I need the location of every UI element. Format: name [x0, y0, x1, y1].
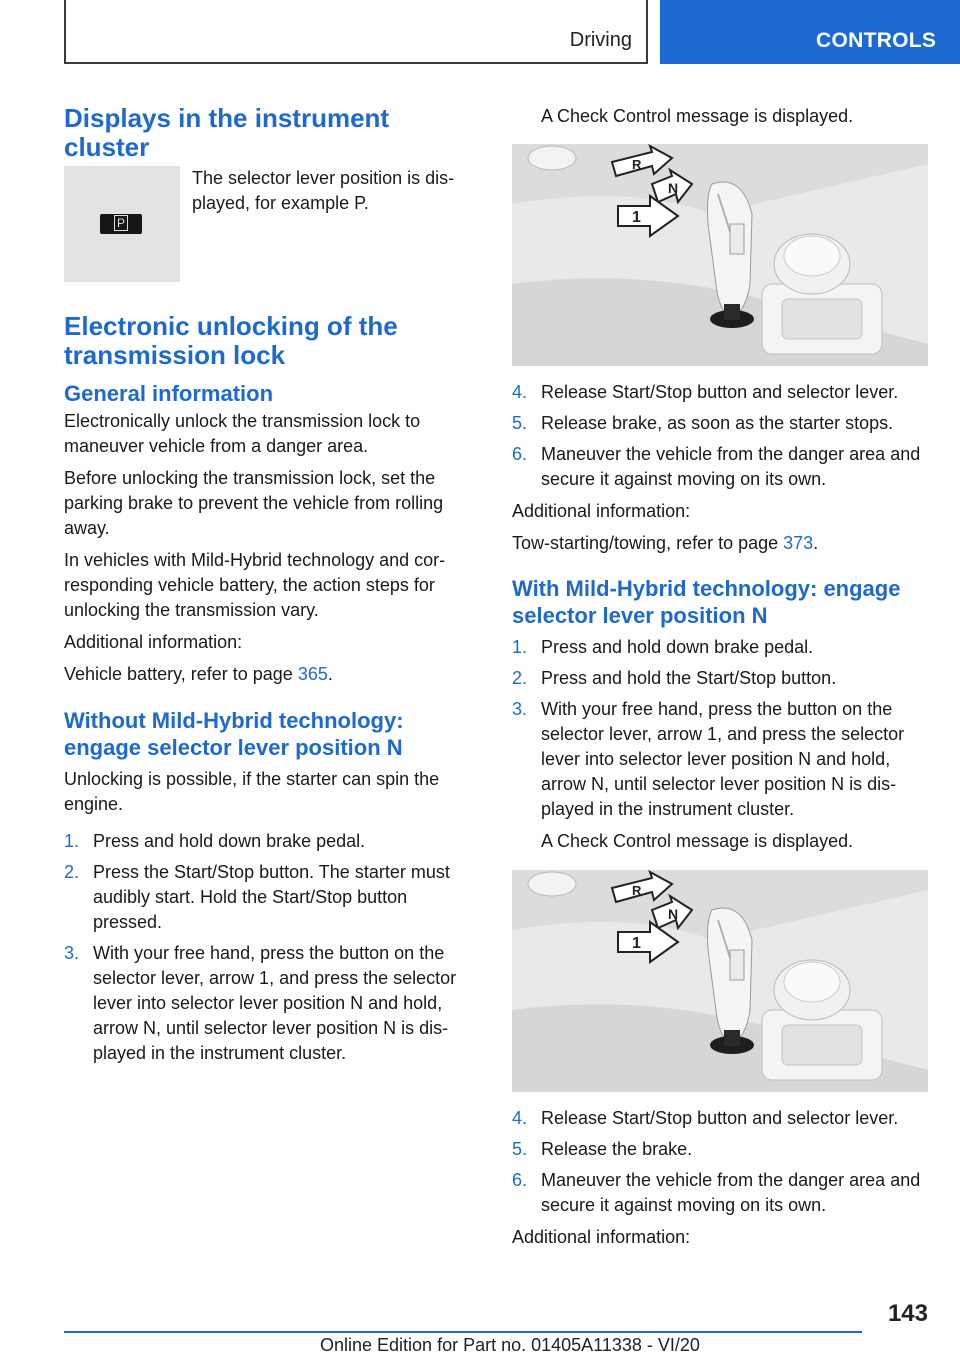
step-number: 2.: [64, 862, 80, 882]
steps-without-list: [64, 829, 480, 1066]
list-item: [512, 1168, 932, 1218]
battery-ref-end: .: [327, 664, 333, 684]
step-text: With your free hand, press the button on the selector lever, arrow 1, and press the selector lever into selector lever position N and hold, arrow N, until selector lever position N is dis-played in the instrument cluster.: [541, 699, 905, 819]
page-number: 143: [887, 1300, 928, 1327]
selector-lever-photo-1: [512, 144, 928, 366]
list-item: [64, 829, 480, 854]
right-column: [512, 100, 932, 1250]
step-number: 1.: [64, 831, 80, 851]
step-text: Release brake, as soon as the starter stops.: [541, 413, 894, 433]
tow-page-link[interactable]: 373: [783, 533, 814, 553]
check-control-text-1: A Check Control message is displayed.: [541, 106, 854, 126]
step-text: Maneuver the vehicle from the danger area and secure it against moving on its own.: [541, 444, 921, 489]
paragraph-6: Unlocking is possible, if the starter can spin the engine.: [64, 769, 440, 814]
steps-a-list: [512, 380, 932, 492]
header-chapter: CONTROLS: [816, 29, 937, 52]
additional-info-2: Additional information:: [512, 1227, 691, 1247]
step-text: Press and hold down brake pedal.: [93, 831, 366, 851]
header-chapter-tab[interactable]: [660, 0, 960, 64]
list-item: [64, 941, 480, 1066]
paragraph-5: [64, 662, 480, 687]
photo2-label-1: 1: [632, 935, 641, 952]
paragraph-3: In vehicles with Mild-Hybrid technology and cor-responding vehicle battery, the action steps for unlocking the transmission vary.: [64, 550, 446, 620]
tow-ref: [512, 531, 932, 556]
step-number: 5.: [512, 1139, 528, 1159]
step-text: Release the brake.: [541, 1139, 693, 1159]
list-item: [512, 442, 932, 492]
list-item: [512, 697, 932, 854]
park-indicator-icon: [100, 214, 142, 234]
step-number: 3.: [512, 699, 528, 719]
photo1-label-n: N: [668, 180, 679, 196]
step-text: Release Start/Stop button and selector lever.: [541, 382, 899, 402]
cluster-row: [64, 166, 480, 282]
photo1-label-r: R: [632, 157, 642, 172]
left-column: [64, 100, 480, 1066]
steps-c-list: [512, 1106, 932, 1218]
additional-info-1: Additional information:: [512, 501, 691, 521]
step-number: 1.: [512, 637, 528, 657]
heading-with-mild-hybrid: With Mild-Hybrid technology: engage selector lever position N: [512, 576, 901, 628]
check-control-text-2: A Check Control message is displayed.: [541, 831, 854, 851]
header-box: [64, 0, 648, 64]
paragraph-4: Additional information:: [64, 632, 243, 652]
cluster-display-image: [64, 166, 180, 282]
photo1-label-1: 1: [632, 209, 641, 226]
photo2-label-n: N: [668, 906, 679, 922]
step-text: Release Start/Stop button and selector lever.: [541, 1108, 899, 1128]
step-number: 4.: [512, 382, 528, 402]
heading-without-mild-hybrid: Without Mild-Hybrid technology: engage selector lever position N: [64, 708, 404, 760]
tow-ref-end: .: [813, 533, 819, 553]
list-item: [512, 666, 932, 691]
photo2-label-r: R: [632, 883, 642, 898]
header-section: Driving: [569, 29, 632, 51]
heading-displays: Displays in the instrument cluster: [64, 103, 390, 162]
step-number: 4.: [512, 1108, 528, 1128]
list-item: [512, 1106, 932, 1131]
list-item: [512, 1137, 932, 1162]
battery-page-link[interactable]: 365: [297, 664, 328, 684]
edition-text: Online Edition for Part no. 01405A11338 - VI/20: [320, 1335, 700, 1355]
step-text: With your free hand, press the button on the selector lever, arrow 1, and press the selector lever into selector lever position N and hold, arrow N, until selector lever position N is dis-played in the instrument cluster.: [93, 943, 457, 1063]
tow-ref-text: Tow-starting/towing, refer to page: [512, 533, 784, 553]
paragraph-1: Electronically unlock the transmission lock to maneuver vehicle from a danger area.: [64, 411, 421, 456]
paragraph-2: Before unlocking the transmission lock, set the parking brake to prevent the vehicle from rolling away.: [64, 468, 444, 538]
step-number: 2.: [512, 668, 528, 688]
park-symbol: P: [114, 215, 128, 231]
step-text: Maneuver the vehicle from the danger area and secure it against moving on its own.: [541, 1170, 921, 1215]
battery-ref-text: Vehicle battery, refer to page: [64, 664, 298, 684]
list-item: [512, 411, 932, 436]
footer-divider: [64, 1331, 862, 1333]
heading-general: General information: [64, 381, 274, 406]
list-item: [512, 380, 932, 405]
step-number: 3.: [64, 943, 80, 963]
display-text: The selector lever position is dis-played, for example P.: [192, 168, 455, 213]
step-number: 5.: [512, 413, 528, 433]
step-text: Press and hold down brake pedal.: [541, 637, 814, 657]
list-item: [64, 860, 480, 935]
step-number: 6.: [512, 1170, 528, 1190]
step-text: Press and hold the Start/Stop button.: [541, 668, 837, 688]
step-text: Press the Start/Stop button. The starter must audibly start. Hold the Start/Stop button pressed.: [93, 862, 450, 932]
heading-unlock: Electronic unlocking of the transmission lock: [64, 311, 398, 370]
list-item: [512, 635, 932, 660]
steps-b-list: [512, 635, 932, 854]
step-number: 6.: [512, 444, 528, 464]
selector-lever-photo-2: [512, 870, 928, 1092]
